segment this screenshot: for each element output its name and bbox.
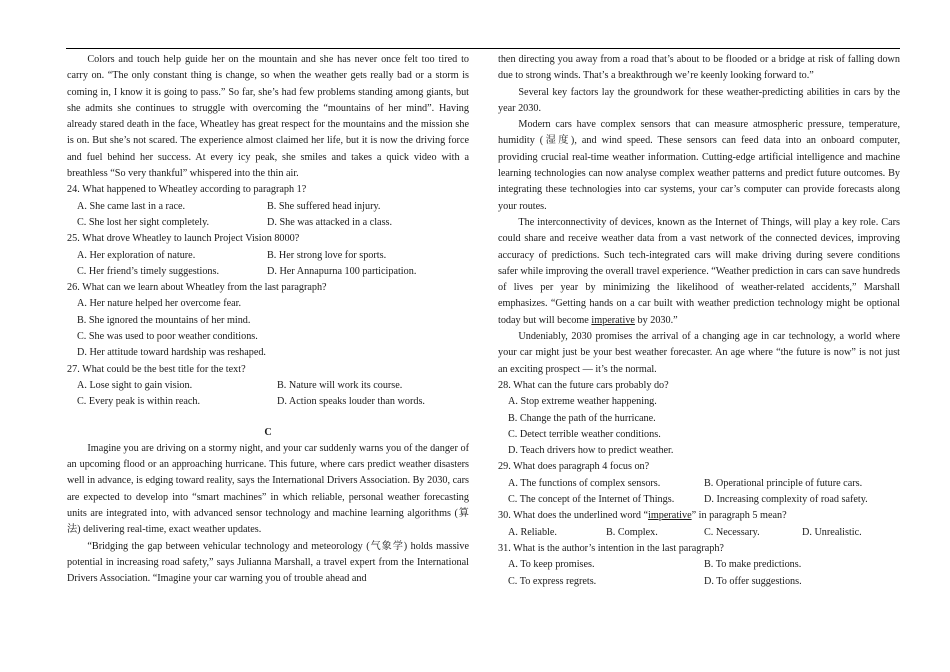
option-31c: C. To express regrets. xyxy=(508,575,597,587)
right-column xyxy=(498,52,900,590)
question-27 xyxy=(67,362,469,411)
passage-c-paragraph-4: Modern cars have complex sensors that can measure atmospheric pressure, temperature, humidity (湿度), and wind speed. These sensors can feed data into an onboard computer, providing crucial real-time weather information. Cutting-edge artificial intelligence and machine learning technologies can now analyse complex weather patterns and predict future outcomes. By integrating these technologies into car systems, your car’s computer can provide forecasts along your routes. xyxy=(498,119,900,212)
question-31-stem: 31. What is the author’s intention in the last paragraph? xyxy=(498,542,724,554)
question-30-stem-end: ” in paragraph 5 mean? xyxy=(691,510,787,522)
passage-b-last-paragraph: Colors and touch help guide her on the mountain and she has never once felt too tired to carry on. “The only constant thing is change, so when the weather gets really bad or a storm is coming in, I know it is going to pass.” So far, she’s had few problems standing among giants, but she admits she continues to struggle with overcoming the “mountains of her mind”. Having already stared death in the face, Wheatley has great respect for the mountains and the mission she is on. But she’s not scared. The experience almost claimed her life, but it is now the driving force and fuel behind her success. At every icy peak, she smiles and takes a quick video with a breathless “So very thankful” whispered into the thin air. xyxy=(67,54,469,180)
option-25d: D. Her Annapurna 100 participation. xyxy=(267,265,417,277)
passage-c-paragraph-6: Undeniably, 2030 promises the arrival of a changing age in car technology, a world where your car might just be your best weather forecaster. An age where “the future is now” is not just an exciting prospect — it’s the normal. xyxy=(498,331,900,375)
option-31a: A. To keep promises. xyxy=(508,559,595,571)
passage-c-paragraph-3: Several key factors lay the groundwork for these weather-predicting abilities in cars by the year 2030. xyxy=(498,86,900,114)
option-29d: D. Increasing complexity of road safety. xyxy=(704,494,868,506)
section-c-heading: C xyxy=(264,426,272,438)
passage-c-paragraph-2: “Bridging the gap between vehicular technology and meteorology (气象学) holds massive potential in increasing road safety,” says Julianna Marshall, a travel expert from the International Drivers Association. “Imagine your car warning you of trouble ahead and xyxy=(67,540,469,585)
option-25a: A. Her exploration of nature. xyxy=(77,249,196,261)
question-30 xyxy=(498,508,900,541)
option-29b: B. Operational principle of future cars. xyxy=(704,477,863,489)
option-26b: B. She ignored the mountains of her mind. xyxy=(77,314,251,326)
option-31d: D. To offer suggestions. xyxy=(704,575,802,587)
question-29-stem: 29. What does paragraph 4 focus on? xyxy=(498,461,650,473)
passage-c-paragraph-2-continued: then directing you away from a road that’s about to be flooded or a bridge at risk of falling down due to strong winds. That’s a breakthrough we’re keenly looking forward to.” xyxy=(498,54,900,82)
question-28-stem: 28. What can the future cars probably do? xyxy=(498,379,669,391)
option-29c: C. The concept of the Internet of Things. xyxy=(508,494,675,506)
question-24-stem: 24. What happened to Wheatley according to paragraph 1? xyxy=(67,184,307,196)
question-28 xyxy=(498,378,900,459)
question-26-stem: 26. What can we learn about Wheatley from the last paragraph? xyxy=(67,282,327,294)
option-24b: B. She suffered head injury. xyxy=(267,200,381,212)
underlined-word: imperative xyxy=(591,314,635,326)
option-26c: C. She was used to poor weather conditions. xyxy=(77,331,258,343)
option-27d: D. Action speaks louder than words. xyxy=(277,396,425,408)
option-27b: B. Nature will work its course. xyxy=(277,379,403,391)
header-rule xyxy=(66,48,900,49)
option-28d: D. Teach drivers how to predict weather. xyxy=(508,445,674,457)
option-31b: B. To make predictions. xyxy=(704,559,802,571)
question-29 xyxy=(498,459,900,508)
question-25-stem: 25. What drove Wheatley to launch Project Vision 8000? xyxy=(67,233,300,245)
option-24c: C. She lost her sight completely. xyxy=(77,216,210,228)
option-28b: B. Change the path of the hurricane. xyxy=(508,412,656,424)
option-29a: A. The functions of complex sensors. xyxy=(508,477,661,489)
paragraph-5-end: by 2030.” xyxy=(634,314,678,326)
question-27-stem: 27. What could be the best title for the text? xyxy=(67,363,246,375)
question-30-stem-start: 30. What does the underlined word “ xyxy=(498,510,649,522)
option-24a: A. She came last in a race. xyxy=(77,200,186,212)
option-26a: A. Her nature helped her overcome fear. xyxy=(77,298,242,310)
option-30c: C. Necessary. xyxy=(704,526,760,538)
paragraph-5-text: The interconnectivity of devices, known as the Internet of Things, will play a key role. Cars could share and receive weather data from a vast network of the connected devices, improving accuracy of predictions. Such tech-integrated cars will make driving during severe conditions safer while improving the overall travel experience. “Weather prediction in cars can save hundreds of lives per year by minimizing the likelihood of weather-related accidents,” Marshall emphasizes. “Getting hands on a car built with weather prediction technology might be optional today but will become xyxy=(498,216,900,326)
option-30a: A. Reliable. xyxy=(508,526,557,538)
option-30b: B. Complex. xyxy=(606,526,658,538)
option-24d: D. She was attacked in a class. xyxy=(267,216,393,228)
option-25c: C. Her friend’s timely suggestions. xyxy=(77,265,220,277)
option-25b: B. Her strong love for sports. xyxy=(267,249,387,261)
question-30-underlined-word: imperative xyxy=(648,510,692,522)
question-26 xyxy=(67,280,469,361)
option-27c: C. Every peak is within reach. xyxy=(77,396,201,408)
question-31 xyxy=(498,541,900,590)
option-28c: C. Detect terrible weather conditions. xyxy=(508,428,661,440)
option-27a: A. Lose sight to gain vision. xyxy=(77,379,193,391)
option-26d: D. Her attitude toward hardship was reshaped. xyxy=(77,347,266,359)
passage-c-paragraph-5 xyxy=(498,215,900,329)
option-30d: D. Unrealistic. xyxy=(802,526,862,538)
question-30-stem xyxy=(498,508,900,524)
passage-c-paragraph-1: Imagine you are driving on a stormy night, and your car suddenly warns you of the danger of an upcoming flood or an approaching hurricane. This future, where cars predict weather disasters well in advance, is edging toward reality, says the International Drivers Association. By 2030, cars are expected to develop into “smart machines” in which reliable, personal weather forecasting units are integrated into, with advanced sensor technology and machine learning algorithms (算法) delivering real-time, exact weather updates. xyxy=(67,442,469,536)
question-25 xyxy=(67,231,469,280)
question-24 xyxy=(67,182,469,231)
option-28a: A. Stop extreme weather happening. xyxy=(508,396,657,408)
left-column xyxy=(67,52,469,588)
